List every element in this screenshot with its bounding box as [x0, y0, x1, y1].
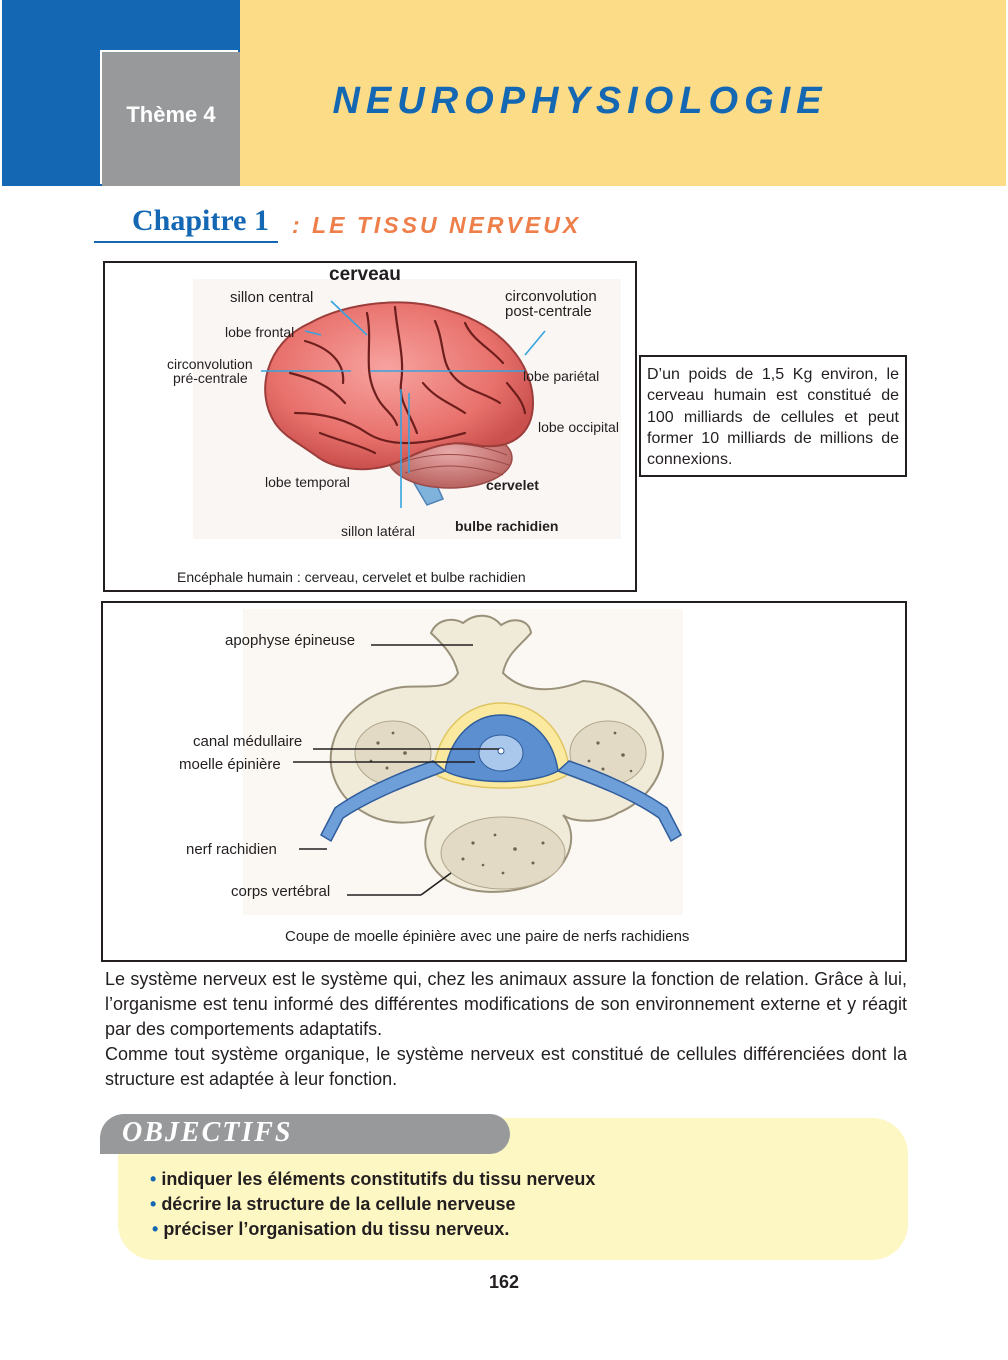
brain-info-box: D’un poids de 1,5 Kg environ, le cerveau humain est constitué de 100 milliards de cellules et peut former 10 milliards de millions de connexions. [639, 355, 907, 477]
page-title: NEUROPHYSIOLOGIE [332, 80, 828, 122]
label-moelle-epiniere: moelle épinière [179, 756, 281, 773]
label-lobe-temporal: lobe temporal [265, 474, 350, 490]
objectives-list [150, 1167, 595, 1242]
objectives-title: OBJECTIFS [122, 1117, 293, 1148]
label-circonvolution-post-2: post-centrale [505, 303, 592, 320]
intro-text [105, 967, 907, 1092]
spinal-figure-caption: Coupe de moelle épinière avec une paire de nerfs rachidiens [285, 928, 690, 945]
objective-item: • préciser l’organisation du tissu nerveux. [152, 1219, 510, 1239]
spinal-cord-illustration [103, 603, 905, 960]
bullet-icon: • [150, 1169, 157, 1189]
label-lobe-parietal: lobe pariétal [523, 368, 600, 384]
label-bulbe-rachidien: bulbe rachidien [455, 518, 559, 534]
label-lobe-frontal: lobe frontal [225, 324, 295, 340]
label-sillon-central: sillon central [230, 289, 314, 306]
intro-paragraph-1: Le système nerveux est le système qui, chez les animaux assure la fonction de relation. Grâce à lui, l’organisme est tenu informé des différentes modifications de son environnement externe et y réagit par des comportements adaptatifs. [105, 969, 907, 1039]
label-circonvolution-post-1: circonvolution [505, 288, 597, 305]
bullet-icon: • [152, 1219, 159, 1239]
label-corps-vertebral: corps vertébral [231, 883, 331, 900]
label-circonvolution-pre-1: circonvolution [167, 356, 253, 372]
brain-figure [103, 261, 637, 592]
chapter-number: Chapitre 1 [132, 204, 269, 237]
label-apophyse-epineuse: apophyse épineuse [225, 632, 356, 649]
objective-item: • indiquer les éléments constitutifs du tissu nerveux [150, 1169, 596, 1189]
theme-label: Thème 4 [126, 102, 216, 127]
label-nerf-rachidien: nerf rachidien [186, 841, 277, 858]
label-cerveau: cerveau [329, 264, 401, 285]
label-lobe-occipital: lobe occipital [538, 419, 619, 435]
chapter-title: : LE TISSU NERVEUX [292, 212, 582, 238]
label-sillon-lateral: sillon latéral [341, 523, 415, 539]
bullet-icon: • [150, 1194, 157, 1214]
objective-item: • décrire la structure de la cellule nerveuse [150, 1194, 516, 1214]
label-circonvolution-pre-2: pré-centrale [173, 370, 248, 386]
spinal-cord-figure [101, 601, 907, 962]
intro-paragraph-2: Comme tout système organique, le système nerveux est constitué de cellules différenciées dont la structure est adaptée à leur fonction. [105, 1044, 907, 1089]
page-number: 162 [488, 1272, 520, 1292]
label-canal-medullaire: canal médullaire [193, 733, 303, 750]
chapter-underline [94, 241, 278, 243]
brain-figure-caption: Encéphale humain : cerveau, cervelet et bulbe rachidien [177, 569, 526, 585]
label-cervelet: cervelet [486, 477, 539, 493]
